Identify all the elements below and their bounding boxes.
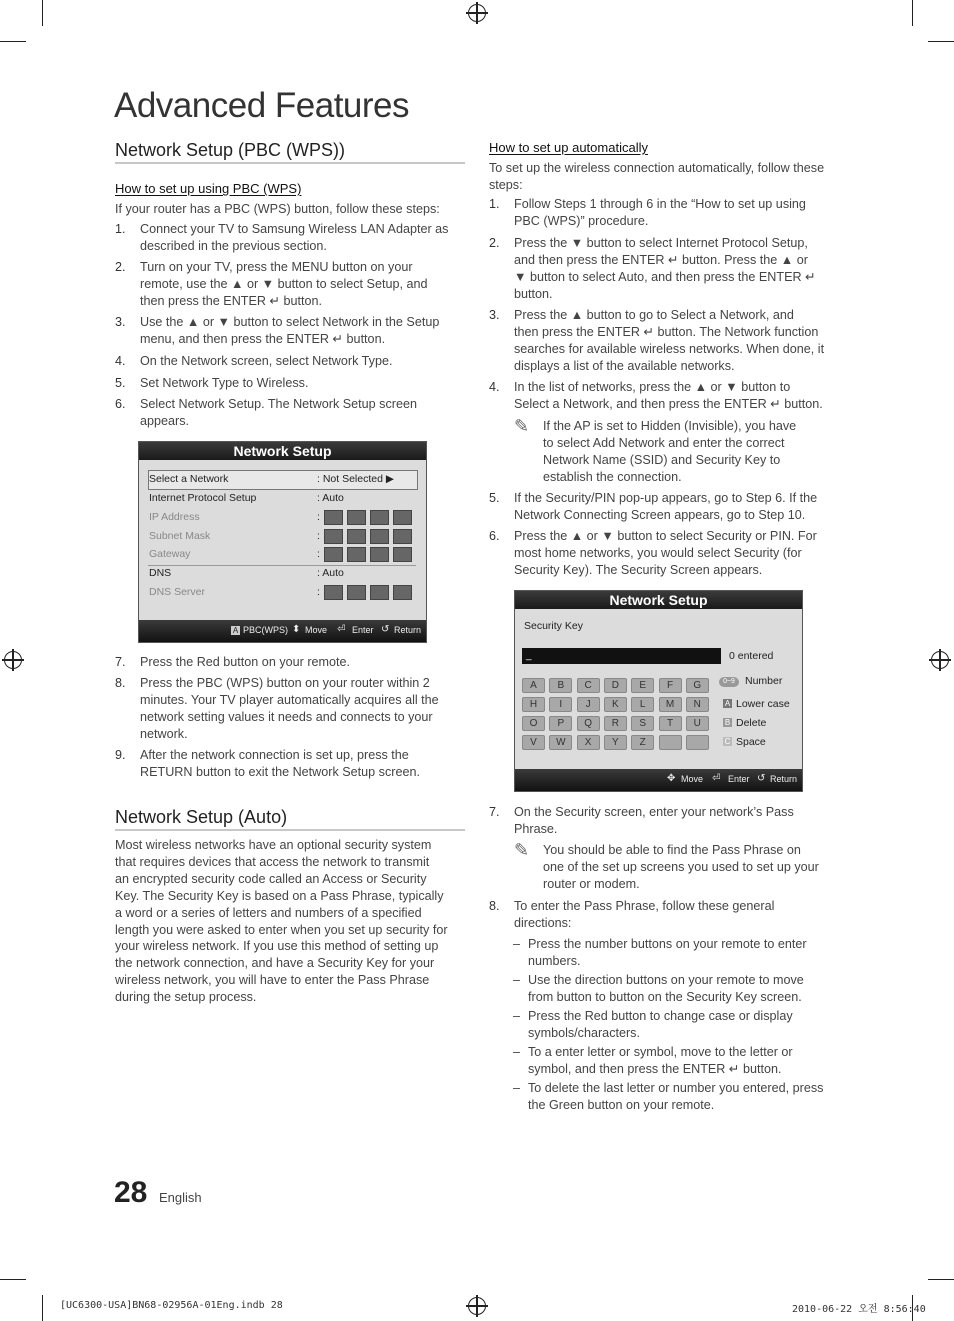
keyboard-key[interactable]: A [522,678,545,693]
subheading-pbc: How to set up using PBC (WPS) [115,181,302,196]
step-line: Connect your TV to Samsung Wireless LAN Adapter as [140,222,449,236]
security-key-label: Security Key [524,620,583,632]
step-text [140,259,470,310]
step-number: 5. [489,491,500,505]
step-line: directions: [514,916,572,930]
keyboard-key[interactable]: H [522,697,545,712]
screen-row-value: : Not Selected ▶ [317,473,394,485]
keyboard-key[interactable]: N [686,697,709,712]
screen-row-label: DNS [149,567,172,579]
step-number: 1. [489,197,500,211]
divider [148,565,416,566]
paragraph-line: length you were asked to enter when you set up security for [115,922,448,937]
network-setup-screen [138,441,427,643]
step-line: Select Network Setup. The Network Setup screen [140,397,417,411]
keyboard-key[interactable]: O [522,716,545,731]
step-text [514,196,844,230]
step-text [140,353,470,370]
octet-box [393,529,412,544]
screen-row-label: Subnet Mask [149,530,211,542]
screen-footer [139,620,426,642]
dash-line: symbol, and then press the ENTER ↵ button. [528,1062,782,1076]
step-line: Security Key). The Security Screen appears. [514,563,763,577]
step-line: Network Connecting Screen appears, go to Step 10. [514,508,806,522]
registration-target-icon [468,4,486,22]
dash-bullet: – [513,1009,521,1023]
step-number: 9. [115,748,126,762]
step-number: 8. [489,899,500,913]
step-text [140,375,470,392]
page-number: 28 [114,1176,148,1209]
step-line: most home networks, you would select Security (for [514,546,802,560]
page-title: Advanced Features [114,86,410,125]
step-line: appears. [140,414,190,428]
dash-line: Press the number buttons on your remote to enter [528,937,807,951]
step-line: then press the ENTER ↵ button. The Network function [514,325,819,339]
entered-count: 0 entered [729,650,774,662]
step-line: Press the ▼ button to select Internet Protocol Setup, [514,236,808,250]
step-line: Press the Red button on your remote. [140,655,351,669]
step-text [514,307,844,375]
footer-pbc: PBC(WPS) [243,625,288,635]
step-line: button. [514,287,553,301]
crop-mark [928,41,954,42]
step-line: minutes. Your TV player automatically acquires all the [140,693,439,707]
paragraph-line: Most wireless networks have an optional security system [115,838,432,852]
step-text [514,528,844,579]
step-number: 3. [489,308,500,322]
registration-target-icon [468,1297,486,1315]
keyboard-key[interactable]: T [659,716,682,731]
keyboard-key[interactable]: K [604,697,627,712]
auto-intro-1: To set up the wireless connection automatically, follow these [489,161,825,175]
footer-move: Move [305,625,328,635]
keyboard-key[interactable] [659,735,682,750]
paragraph-line: wireless network, you will have to enter the Pass Phrase [115,973,430,988]
screen-row-value: : Auto [317,567,344,579]
step-number: 1. [115,222,126,236]
step-line: Press the ▲ button to go to Select a Network, and [514,308,794,322]
step-line: displays a list of the available networks. [514,359,735,373]
step-number: 2. [489,236,500,250]
octet-box [324,510,343,525]
b-button-icon: B [724,718,731,727]
crop-mark [42,1295,43,1321]
return-icon: ↺ [381,624,390,635]
paragraph-line: your wireless network. If you use this method of setting up [115,939,439,954]
note-line: Network Name (SSID) and Security Key to [543,453,781,467]
step-number: 3. [115,315,126,329]
step-line: and then press the ENTER ↵ button. Press the ▲ or [514,253,808,267]
octet-box [324,585,343,600]
dash-line: numbers. [528,954,581,968]
step-line: remote, use the ▲ or ▼ button to select Setup, and [140,277,428,291]
step-line: Press the ▲ or ▼ button to select Security or PIN. For [514,529,817,543]
security-key-input[interactable]: _ [522,648,721,664]
keyboard-key[interactable]: L [631,697,654,712]
step-line: Select a Network, and then press the ENTER ↵ button. [514,397,823,411]
pbc-intro: If your router has a PBC (WPS) button, follow these steps: [115,202,440,216]
octet-box [347,510,366,525]
updown-arrow-icon: ⬍ [292,624,301,635]
step-line: Follow Steps 1 through 6 in the “How to set up using [514,197,806,211]
screen-title: Network Setup [139,442,426,460]
screen-row-label: Internet Protocol Setup [149,492,257,504]
section-rule [115,829,465,831]
step-line: Turn on your TV, press the MENU button on your [140,260,413,274]
option-delete: Delete [736,717,767,729]
step-line: then press the ENTER ↵ button. [140,294,323,308]
keyboard-key[interactable]: Z [631,735,654,750]
step-number: 7. [115,655,126,669]
footer-enter: Enter [352,625,374,635]
step-number: 6. [115,397,126,411]
screen-row-label: Gateway [149,548,191,560]
step-line: Use the ▲ or ▼ button to select Network in the Setup [140,315,440,329]
octet-box [393,585,412,600]
paragraph-line: an encrypted security code called an Access or Security [115,871,427,886]
security-key-screen [514,590,803,792]
step-number: 4. [489,380,500,394]
return-icon: ↺ [757,773,766,784]
step-line: described in the previous section. [140,239,327,253]
octet-box [393,547,412,562]
enter-icon: ⏎ [712,773,721,784]
keyboard-key[interactable] [686,735,709,750]
registration-target-icon [4,651,22,669]
crop-mark [0,1279,26,1280]
step-text [140,747,470,781]
dash-line: Press the Red button to change case or display [528,1009,793,1023]
octet-box [370,585,389,600]
note-pencil-icon: ✎ [514,840,530,860]
paragraph-line: a word or a series of letters and numbers of a specified [115,905,422,920]
keyboard-key[interactable]: X [577,735,600,750]
keyboard-key[interactable]: U [686,716,709,731]
step-line: Set Network Type to Wireless. [140,376,309,390]
keyboard-key[interactable]: F [659,678,682,693]
note-line: to select Add Network and enter the correct [543,436,785,450]
step-text [140,221,470,255]
keyboard-key[interactable]: E [631,678,654,693]
keyboard-key[interactable]: P [549,716,572,731]
registration-target-icon [931,651,949,669]
screen-row-value: : [317,548,320,560]
step-line: network setting values it needs and connects to your [140,710,433,724]
screen-row-label: DNS Server [149,586,206,598]
footer-move: Move [681,774,704,784]
c-button-icon: C [724,737,731,746]
keyboard-key[interactable]: Y [604,735,627,750]
step-line: To enter the Pass Phrase, follow these general [514,899,775,913]
step-line: PBC (WPS)” procedure. [514,214,649,228]
section-rule [115,162,465,164]
step-line: If the Security/PIN pop-up appears, go to Step 6. If the [514,491,818,505]
crop-mark [912,0,913,26]
octet-box [370,510,389,525]
option-number: Number [745,675,783,687]
footer-return: Return [394,625,422,635]
crop-mark [0,41,26,42]
step-number: 5. [115,376,126,390]
crop-mark [42,0,43,26]
step-text [140,675,470,743]
dash-line: the Green button on your remote. [528,1098,715,1112]
octet-box [347,547,366,562]
step-number: 4. [115,354,126,368]
keyboard-key[interactable]: D [604,678,627,693]
paragraph-line: the network connection, and have a Security Key for your [115,956,435,971]
note-line: You should be able to find the Pass Phrase on [543,843,801,857]
dash-bullet: – [513,1045,521,1059]
paragraph-line: that requires devices that access the network to transmit [115,854,430,869]
screen-title: Network Setup [515,591,802,609]
keyboard-key[interactable]: C [577,678,600,693]
step-line: ▼ button to select Auto, and then press the ENTER ↵ [514,270,816,284]
dash-line: from button to button on the Security Key screen. [528,990,802,1004]
step-text [514,804,844,838]
keyboard-key[interactable]: S [631,716,654,731]
octet-box [370,547,389,562]
step-text [514,490,844,524]
dash-bullet: – [513,973,521,987]
paragraph-line: Key. The Security Key is based on a Pass Phrase, typically [115,888,444,903]
screen-footer [515,769,802,791]
step-line: searches for available wireless networks. When done, it [514,342,825,356]
crop-mark [928,1279,954,1280]
step-text [514,898,844,932]
dash-line: Use the direction buttons on your remote to move [528,973,804,987]
keyboard-key[interactable]: I [549,697,572,712]
note-line: one of the set up screens you used to set up your [543,860,819,874]
keyboard-key[interactable]: B [549,678,572,693]
step-number: 6. [489,529,500,543]
enter-icon: ⏎ [337,624,346,635]
screen-row-label: IP Address [149,511,200,523]
section-heading-auto: Network Setup (Auto) [115,807,288,827]
step-line: Phrase. [514,822,558,836]
screen-row-value: : [317,511,320,523]
step-number: 8. [115,676,126,690]
note-pencil-icon: ✎ [514,416,530,436]
keyboard-key[interactable]: Q [577,716,600,731]
step-line: On the Network screen, select Network Type. [140,354,393,368]
keyboard-key[interactable]: W [549,735,572,750]
note-line: establish the connection. [543,470,682,484]
footer-file-info: [UC6300-USA]BN68-02956A-01Eng.indb 28 [60,1300,283,1311]
dash-bullet: – [513,1081,521,1095]
note-line: If the AP is set to Hidden (Invisible), you have [543,419,797,433]
step-line: On the Security screen, enter your network’s Pass [514,805,794,819]
move-arrows-icon: ✥ [667,773,676,784]
dash-line: To delete the last letter or number you entered, press [528,1081,824,1095]
screen-row-label: Select a Network [149,473,229,485]
screen-row-value: : [317,530,320,542]
step-line: After the network connection is set up, press the [140,748,409,762]
keyboard-key[interactable]: J [577,697,600,712]
a-button-icon: A [724,699,731,708]
octet-box [347,529,366,544]
octet-box [370,529,389,544]
step-text [514,235,844,303]
keyboard-key[interactable]: V [522,735,545,750]
auto-intro-2: steps: [489,178,523,192]
note-line: router or modem. [543,877,640,891]
octet-box [347,585,366,600]
keyboard-key[interactable]: G [686,678,709,693]
keyboard-key[interactable]: M [659,697,682,712]
step-number: 7. [489,805,500,819]
octet-box [393,510,412,525]
number-toggle-icon: 0~9 [719,677,739,687]
paragraph-line: during the setup process. [115,990,257,1005]
step-line: Press the PBC (WPS) button on your router within 2 [140,676,430,690]
step-text [140,654,470,671]
screen-row-value: : [317,586,320,598]
step-line: network. [140,727,188,741]
step-text [140,396,470,430]
footer-enter: Enter [728,774,750,784]
page-language: English [159,1190,202,1205]
keyboard-key[interactable]: R [604,716,627,731]
dash-line: symbols/characters. [528,1026,640,1040]
octet-box [324,547,343,562]
footer-return: Return [770,774,798,784]
option-lower-case: Lower case [736,698,790,710]
dash-bullet: – [513,937,521,951]
octet-box [324,529,343,544]
subheading-auto: How to set up automatically [489,140,648,155]
red-a-button-icon: A [232,626,239,635]
step-number: 2. [115,260,126,274]
step-line: menu, and then press the ENTER ↵ button. [140,332,386,346]
step-line: RETURN button to exit the Network Setup screen. [140,765,420,779]
section-heading-pbc: Network Setup (PBC (WPS)) [115,140,346,160]
footer-timestamp: 2010-06-22 오전 8:56:40 [792,1304,926,1315]
option-space: Space [736,736,766,748]
dash-line: To a enter letter or symbol, move to the letter or [528,1045,793,1059]
screen-row-value: : Auto [317,492,344,504]
step-line: In the list of networks, press the ▲ or ▼ button to [514,380,791,394]
step-text [140,314,470,348]
step-text [514,379,844,413]
